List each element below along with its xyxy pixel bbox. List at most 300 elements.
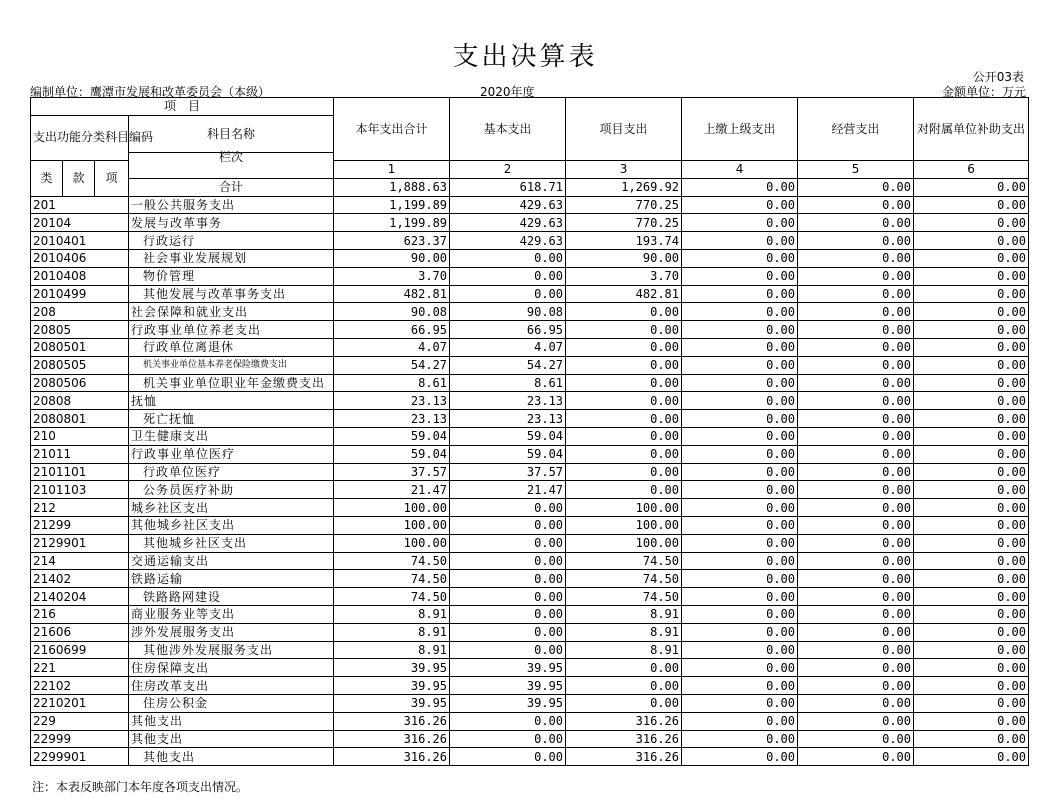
amount-cell: 482.81 — [334, 285, 450, 303]
amount-cell: 0.00 — [682, 552, 798, 570]
amount-cell: 0.00 — [914, 570, 1029, 588]
amount-cell: 0.00 — [798, 267, 914, 285]
amount-cell: 74.50 — [566, 588, 682, 606]
amount-cell: 0.00 — [914, 214, 1029, 232]
table-row — [31, 285, 1029, 303]
amount-cell: 0.00 — [914, 552, 1029, 570]
subject-name: 社会事业发展规划 — [129, 249, 334, 267]
subject-name: 涉外发展服务支出 — [129, 623, 334, 641]
total-value: 0.00 — [682, 178, 798, 196]
amount-cell: 0.00 — [682, 356, 798, 374]
amount-cell: 8.91 — [566, 641, 682, 659]
amount-cell: 39.95 — [450, 659, 566, 677]
amount-cell: 0.00 — [798, 285, 914, 303]
amount-cell: 0.00 — [914, 427, 1029, 445]
lanci-label: 栏次 — [129, 152, 334, 161]
subject-code: 21299 — [31, 516, 129, 534]
table-row — [31, 410, 1029, 428]
amount-cell: 3.70 — [566, 267, 682, 285]
amount-cell: 74.50 — [566, 552, 682, 570]
subject-code: 21011 — [31, 445, 129, 463]
amount-cell: 39.95 — [334, 659, 450, 677]
table-row — [31, 356, 1029, 374]
subject-code: 2010408 — [31, 267, 129, 285]
amount-cell: 0.00 — [798, 232, 914, 250]
amount-cell: 0.00 — [798, 463, 914, 481]
subject-name: 社会保障和就业支出 — [129, 303, 334, 321]
amount-cell: 23.13 — [450, 392, 566, 410]
amount-cell: 0.00 — [798, 570, 914, 588]
total-row — [31, 178, 1029, 196]
amount-cell: 0.00 — [914, 694, 1029, 712]
amount-cell: 0.00 — [682, 463, 798, 481]
amount-cell: 1,199.89 — [334, 214, 450, 232]
amount-cell: 0.00 — [914, 196, 1029, 214]
amount-cell: 0.00 — [450, 570, 566, 588]
amount-cell: 0.00 — [914, 605, 1029, 623]
amount-cell: 0.00 — [682, 285, 798, 303]
amount-cell: 0.00 — [682, 214, 798, 232]
amount-cell: 0.00 — [914, 410, 1029, 428]
amount-cell: 0.00 — [914, 730, 1029, 748]
amount-cell: 316.26 — [566, 730, 682, 748]
amount-cell: 0.00 — [566, 321, 682, 339]
subject-name: 抚恤 — [129, 392, 334, 410]
amount-cell: 193.74 — [566, 232, 682, 250]
amount-cell: 0.00 — [682, 232, 798, 250]
table-row — [31, 694, 1029, 712]
amount-cell: 0.00 — [566, 410, 682, 428]
table-row — [31, 730, 1029, 748]
amount-cell: 0.00 — [798, 303, 914, 321]
amount-cell: 0.00 — [450, 534, 566, 552]
amount-cell: 429.63 — [450, 232, 566, 250]
table-row — [31, 392, 1029, 410]
subject-name: 死亡抚恤 — [129, 410, 334, 428]
table-row — [31, 267, 1029, 285]
report-info-line — [30, 83, 1026, 97]
code-group-header: 支出功能分类科目编码 — [31, 115, 129, 160]
subject-name: 其他支出 — [129, 712, 334, 730]
amount-cell: 0.00 — [450, 641, 566, 659]
subject-name: 行政运行 — [129, 232, 334, 250]
amount-cell: 0.00 — [798, 196, 914, 214]
amount-cell: 66.95 — [450, 321, 566, 339]
amount-cell: 0.00 — [682, 427, 798, 445]
amount-cell: 90.00 — [566, 249, 682, 267]
amount-cell: 770.25 — [566, 214, 682, 232]
amount-cell: 100.00 — [566, 499, 682, 517]
amount-cell: 37.57 — [334, 463, 450, 481]
amount-cell: 482.81 — [566, 285, 682, 303]
amount-cell: 0.00 — [914, 321, 1029, 339]
amount-cell: 0.00 — [566, 338, 682, 356]
subject-name: 住房保障支出 — [129, 659, 334, 677]
amount-cell: 0.00 — [914, 712, 1029, 730]
col-header-total: 本年支出合计 — [334, 98, 450, 161]
amount-cell: 0.00 — [682, 712, 798, 730]
table-row — [31, 570, 1029, 588]
amount-cell: 54.27 — [450, 356, 566, 374]
amount-cell: 0.00 — [914, 338, 1029, 356]
subject-name: 物价管理 — [129, 267, 334, 285]
table-row — [31, 232, 1029, 250]
amount-cell: 0.00 — [566, 463, 682, 481]
amount-cell: 0.00 — [682, 730, 798, 748]
subject-name: 行政事业单位养老支出 — [129, 321, 334, 339]
amount-cell: 0.00 — [914, 623, 1029, 641]
col-num: 4 — [682, 161, 798, 179]
subject-code: 201 — [31, 196, 129, 214]
amount-cell: 0.00 — [914, 249, 1029, 267]
amount-cell: 0.00 — [566, 694, 682, 712]
amount-cell: 0.00 — [682, 534, 798, 552]
amount-cell: 0.00 — [914, 267, 1029, 285]
amount-cell: 0.00 — [914, 356, 1029, 374]
col-num: 5 — [798, 161, 914, 179]
amount-cell: 0.00 — [798, 249, 914, 267]
amount-cell: 0.00 — [798, 641, 914, 659]
amount-cell: 0.00 — [798, 214, 914, 232]
amount-cell: 23.13 — [334, 410, 450, 428]
total-value: 0.00 — [798, 178, 914, 196]
subject-code: 2101103 — [31, 481, 129, 499]
table-row — [31, 748, 1029, 766]
subject-code: 2010401 — [31, 232, 129, 250]
table-row — [31, 374, 1029, 392]
amount-cell: 0.00 — [798, 374, 914, 392]
subject-code: 2101101 — [31, 463, 129, 481]
col-header-project: 项目支出 — [566, 98, 682, 161]
amount-cell: 8.91 — [334, 641, 450, 659]
form-number: 公开03表 — [972, 70, 1024, 84]
amount-cell: 0.00 — [566, 427, 682, 445]
amount-cell: 0.00 — [450, 499, 566, 517]
subject-name: 其他城乡社区支出 — [129, 534, 334, 552]
amount-cell: 4.07 — [334, 338, 450, 356]
amount-cell: 316.26 — [566, 748, 682, 766]
amount-cell: 8.91 — [566, 605, 682, 623]
amount-cell: 0.00 — [566, 303, 682, 321]
col-num: 3 — [566, 161, 682, 179]
table-row — [31, 249, 1029, 267]
amount-cell: 0.00 — [798, 552, 914, 570]
subject-name: 行政单位离退休 — [129, 338, 334, 356]
amount-cell: 0.00 — [450, 588, 566, 606]
amount-cell: 39.95 — [450, 677, 566, 695]
lei-header: 类 — [31, 161, 63, 197]
name-header: 科目名称 — [129, 115, 334, 152]
subject-name: 机关事业单位基本养老保险缴费支出 — [129, 356, 334, 374]
amount-cell: 0.00 — [682, 659, 798, 677]
table-row — [31, 481, 1029, 499]
subject-code: 2080506 — [31, 374, 129, 392]
amount-cell: 0.00 — [450, 267, 566, 285]
amount-cell: 0.00 — [914, 677, 1029, 695]
header-row-4 — [31, 161, 1029, 179]
amount-cell: 8.91 — [566, 623, 682, 641]
table-row — [31, 463, 1029, 481]
amount-cell: 3.70 — [334, 267, 450, 285]
amount-cell: 0.00 — [682, 249, 798, 267]
table-row — [31, 677, 1029, 695]
amount-cell: 100.00 — [566, 534, 682, 552]
table-row — [31, 303, 1029, 321]
subject-code: 2010499 — [31, 285, 129, 303]
subject-code: 2080505 — [31, 356, 129, 374]
total-value: 0.00 — [914, 178, 1029, 196]
subject-code: 208 — [31, 303, 129, 321]
subject-name: 其他城乡社区支出 — [129, 516, 334, 534]
amount-cell: 54.27 — [334, 356, 450, 374]
amount-cell: 0.00 — [566, 481, 682, 499]
amount-cell: 0.00 — [798, 659, 914, 677]
amount-cell: 0.00 — [798, 445, 914, 463]
amount-cell: 0.00 — [682, 196, 798, 214]
header-row-1 — [31, 98, 1029, 116]
amount-cell: 0.00 — [798, 392, 914, 410]
table-row — [31, 641, 1029, 659]
amount-cell: 8.91 — [334, 605, 450, 623]
amount-cell: 0.00 — [682, 570, 798, 588]
table-row — [31, 588, 1029, 606]
subject-name: 其他涉外发展服务支出 — [129, 641, 334, 659]
amount-cell: 4.07 — [450, 338, 566, 356]
amount-cell: 74.50 — [334, 552, 450, 570]
table-row — [31, 338, 1029, 356]
amount-cell: 0.00 — [914, 374, 1029, 392]
amount-cell: 0.00 — [798, 712, 914, 730]
subject-name: 铁路运输 — [129, 570, 334, 588]
amount-cell: 0.00 — [682, 410, 798, 428]
amount-cell: 0.00 — [682, 641, 798, 659]
amount-cell: 0.00 — [914, 303, 1029, 321]
amount-cell: 0.00 — [798, 605, 914, 623]
total-value: 1,888.63 — [334, 178, 450, 196]
amount-cell: 0.00 — [914, 748, 1029, 766]
subject-name: 一般公共服务支出 — [129, 196, 334, 214]
amount-cell: 316.26 — [334, 730, 450, 748]
subject-code: 229 — [31, 712, 129, 730]
table-row — [31, 552, 1029, 570]
subject-name: 公务员医疗补助 — [129, 481, 334, 499]
amount-cell: 23.13 — [334, 392, 450, 410]
amount-cell: 21.47 — [450, 481, 566, 499]
table-row — [31, 623, 1029, 641]
amount-cell: 0.00 — [914, 463, 1029, 481]
table-row — [31, 321, 1029, 339]
amount-cell: 0.00 — [682, 445, 798, 463]
currency-unit-label: 金额单位：万元 — [941, 85, 1026, 99]
amount-cell: 0.00 — [798, 338, 914, 356]
amount-cell: 0.00 — [566, 659, 682, 677]
amount-cell: 0.00 — [682, 623, 798, 641]
amount-cell: 316.26 — [566, 712, 682, 730]
subject-code: 212 — [31, 499, 129, 517]
amount-cell: 37.57 — [450, 463, 566, 481]
amount-cell: 0.00 — [566, 677, 682, 695]
amount-cell: 0.00 — [914, 285, 1029, 303]
subject-code: 22999 — [31, 730, 129, 748]
amount-cell: 1,199.89 — [334, 196, 450, 214]
amount-cell: 0.00 — [798, 499, 914, 517]
table-row — [31, 214, 1029, 232]
amount-cell: 21.47 — [334, 481, 450, 499]
table-row — [31, 712, 1029, 730]
item-header: 项 目 — [31, 98, 334, 116]
subject-code: 20808 — [31, 392, 129, 410]
amount-cell: 8.61 — [334, 374, 450, 392]
amount-cell: 0.00 — [450, 623, 566, 641]
amount-cell: 0.00 — [450, 605, 566, 623]
amount-cell: 0.00 — [914, 499, 1029, 517]
subject-code: 2160699 — [31, 641, 129, 659]
amount-cell: 0.00 — [450, 285, 566, 303]
amount-cell: 0.00 — [914, 534, 1029, 552]
subject-code: 221 — [31, 659, 129, 677]
amount-cell: 316.26 — [334, 748, 450, 766]
amount-cell: 0.00 — [798, 730, 914, 748]
amount-cell: 0.00 — [914, 392, 1029, 410]
subject-name: 发展与改革事务 — [129, 214, 334, 232]
amount-cell: 429.63 — [450, 214, 566, 232]
amount-cell: 0.00 — [566, 374, 682, 392]
col-num: 6 — [914, 161, 1029, 179]
amount-cell: 8.61 — [450, 374, 566, 392]
amount-cell: 0.00 — [914, 445, 1029, 463]
subject-code: 214 — [31, 552, 129, 570]
amount-cell: 0.00 — [682, 677, 798, 695]
amount-cell: 0.00 — [450, 712, 566, 730]
amount-cell: 0.00 — [914, 659, 1029, 677]
amount-cell: 39.95 — [334, 694, 450, 712]
subject-name: 铁路路网建设 — [129, 588, 334, 606]
subject-name: 其他发展与改革事务支出 — [129, 285, 334, 303]
amount-cell: 0.00 — [682, 392, 798, 410]
amount-cell: 0.00 — [450, 249, 566, 267]
col-header-basic: 基本支出 — [450, 98, 566, 161]
amount-cell: 74.50 — [566, 570, 682, 588]
col-header-subsidy: 对附属单位补助支出 — [914, 98, 1029, 161]
amount-cell: 0.00 — [798, 694, 914, 712]
amount-cell: 0.00 — [914, 516, 1029, 534]
amount-cell: 0.00 — [682, 303, 798, 321]
amount-cell: 59.04 — [450, 427, 566, 445]
amount-cell: 0.00 — [450, 516, 566, 534]
amount-cell: 0.00 — [914, 641, 1029, 659]
amount-cell: 0.00 — [914, 588, 1029, 606]
table-row — [31, 427, 1029, 445]
expenditure-table — [30, 97, 1029, 766]
subject-code: 2210201 — [31, 694, 129, 712]
amount-cell: 0.00 — [914, 232, 1029, 250]
amount-cell: 0.00 — [798, 427, 914, 445]
subject-name: 卫生健康支出 — [129, 427, 334, 445]
amount-cell: 100.00 — [566, 516, 682, 534]
amount-cell: 0.00 — [798, 748, 914, 766]
amount-cell: 59.04 — [450, 445, 566, 463]
amount-cell: 0.00 — [798, 516, 914, 534]
subject-code: 22102 — [31, 677, 129, 695]
col-header-remit: 上缴上级支出 — [682, 98, 798, 161]
amount-cell: 0.00 — [682, 338, 798, 356]
amount-cell: 0.00 — [682, 374, 798, 392]
subject-code: 20805 — [31, 321, 129, 339]
amount-cell: 770.25 — [566, 196, 682, 214]
table-row — [31, 499, 1029, 517]
amount-cell: 0.00 — [798, 321, 914, 339]
subject-name: 商业服务业等支出 — [129, 605, 334, 623]
amount-cell: 0.00 — [682, 267, 798, 285]
amount-cell: 39.95 — [334, 677, 450, 695]
subject-code: 216 — [31, 605, 129, 623]
amount-cell: 39.95 — [450, 694, 566, 712]
table-row — [31, 659, 1029, 677]
amount-cell: 59.04 — [334, 427, 450, 445]
amount-cell: 0.00 — [798, 677, 914, 695]
subject-code: 2299901 — [31, 748, 129, 766]
amount-cell: 316.26 — [334, 712, 450, 730]
amount-cell: 100.00 — [334, 499, 450, 517]
table-row — [31, 534, 1029, 552]
amount-cell: 0.00 — [798, 623, 914, 641]
amount-cell: 0.00 — [450, 748, 566, 766]
xiang-header: 项 — [95, 161, 129, 197]
amount-cell: 0.00 — [682, 748, 798, 766]
organization-label: 编制单位：鹰潭市发展和改革委员会（本级） — [30, 85, 271, 99]
amount-cell: 90.08 — [334, 303, 450, 321]
amount-cell: 0.00 — [450, 730, 566, 748]
amount-cell: 0.00 — [914, 481, 1029, 499]
amount-cell: 0.00 — [682, 321, 798, 339]
subject-code: 21402 — [31, 570, 129, 588]
col-num: 2 — [450, 161, 566, 179]
amount-cell: 23.13 — [450, 410, 566, 428]
amount-cell: 429.63 — [450, 196, 566, 214]
amount-cell: 100.00 — [334, 516, 450, 534]
subject-name: 住房改革支出 — [129, 677, 334, 695]
table-row — [31, 605, 1029, 623]
subject-code: 2080801 — [31, 410, 129, 428]
amount-cell: 8.91 — [334, 623, 450, 641]
total-value: 618.71 — [450, 178, 566, 196]
amount-cell: 0.00 — [682, 694, 798, 712]
amount-cell: 623.37 — [334, 232, 450, 250]
footnote: 注：本表反映部门本年度各项支出情况。 — [32, 780, 249, 794]
subject-code: 210 — [31, 427, 129, 445]
subject-code: 21606 — [31, 623, 129, 641]
amount-cell: 74.50 — [334, 588, 450, 606]
subject-name: 机关事业单位职业年金缴费支出 — [129, 374, 334, 392]
subject-code: 2140204 — [31, 588, 129, 606]
amount-cell: 0.00 — [682, 588, 798, 606]
subject-name: 其他支出 — [129, 748, 334, 766]
amount-cell: 0.00 — [566, 392, 682, 410]
subject-name: 行政事业单位医疗 — [129, 445, 334, 463]
subject-name: 其他支出 — [129, 730, 334, 748]
kuan-header: 款 — [63, 161, 95, 197]
table-row — [31, 445, 1029, 463]
subject-code: 20104 — [31, 214, 129, 232]
table-row — [31, 516, 1029, 534]
amount-cell: 59.04 — [334, 445, 450, 463]
subject-name: 住房公积金 — [129, 694, 334, 712]
amount-cell: 90.08 — [450, 303, 566, 321]
amount-cell: 0.00 — [566, 356, 682, 374]
amount-cell: 0.00 — [566, 445, 682, 463]
total-value: 1,269.92 — [566, 178, 682, 196]
subject-name: 行政单位医疗 — [129, 463, 334, 481]
